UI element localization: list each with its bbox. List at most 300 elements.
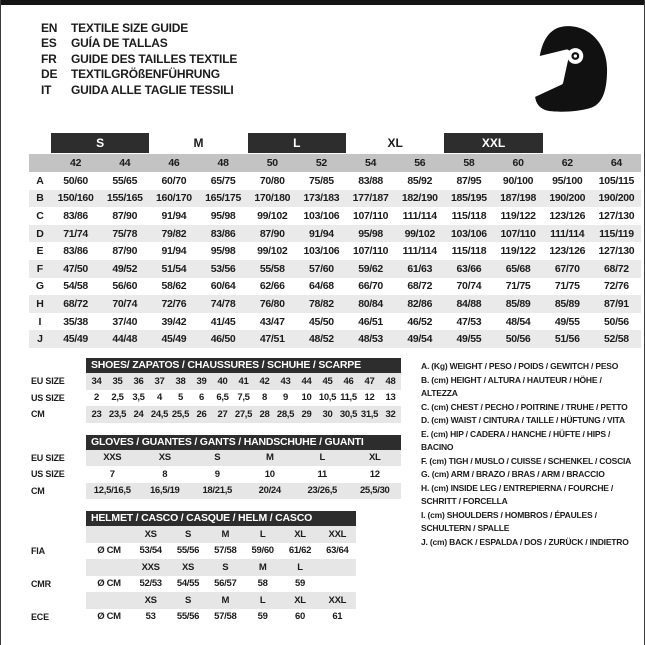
- measure-row-d: [29, 225, 641, 243]
- value-cell: 47: [364, 375, 375, 387]
- size-value-cell: 150/160: [57, 192, 94, 205]
- size-value-cell: 72/76: [604, 280, 629, 293]
- size-value-cell: 119/122: [500, 245, 536, 258]
- value-cell: L: [259, 594, 266, 606]
- size-column-header: 54: [365, 157, 377, 169]
- size-group-xxl: XXL: [444, 133, 542, 153]
- size-value-cell: 49/54: [407, 333, 433, 346]
- size-value-cell: 85/92: [407, 174, 433, 187]
- size-value-cell: 45/49: [63, 333, 88, 346]
- top-border-bar: [1, 0, 644, 5]
- value-cell: 37: [154, 375, 165, 387]
- value-cell: 10,5: [318, 392, 337, 404]
- value-cell: 44: [301, 375, 312, 387]
- size-value-cell: 71/75: [554, 280, 580, 293]
- size-value-cell: 67/70: [554, 262, 580, 275]
- value-cell: 52/53: [139, 578, 162, 590]
- language-code: ES: [41, 36, 57, 51]
- value-cell: S: [184, 528, 192, 540]
- size-value-cell: 155/165: [106, 192, 143, 205]
- row-values: [86, 609, 356, 626]
- size-value-cell: 103/106: [303, 209, 340, 222]
- size-value-cell: 187/198: [500, 192, 536, 205]
- value-cell: 25,5: [171, 408, 190, 420]
- value-cell: M: [265, 452, 274, 464]
- value-cell: 45: [322, 375, 333, 387]
- size-group-xl: XL: [387, 136, 403, 150]
- size-value-cell: 123/126: [549, 209, 586, 222]
- value-cell: 24,5: [150, 408, 169, 420]
- value-cell: XS: [144, 528, 157, 540]
- value-cell: 20/24: [258, 485, 281, 497]
- size-value-cell: 87/95: [456, 174, 482, 187]
- legend-item: A. (Kg) WEIGHT / PESO / POIDS / GEWITCH / PESO: [421, 361, 619, 371]
- size-value-cell: 37/40: [112, 315, 138, 328]
- value-cell: 23: [91, 408, 102, 420]
- size-group-l: L: [248, 133, 346, 153]
- value-cell: 13: [385, 392, 396, 404]
- size-value-cell: 107/110: [500, 227, 536, 240]
- value-cell: 30,5: [339, 408, 358, 420]
- value-cell: 7,5: [237, 392, 250, 404]
- value-cell: 28: [259, 408, 270, 420]
- row-values: [86, 450, 401, 467]
- size-number-header-row: [29, 154, 641, 172]
- standard-label: ECE: [31, 611, 49, 622]
- measure-row-c: [29, 207, 641, 225]
- value-cell: 54/55: [176, 578, 200, 590]
- measure-row-f: [29, 260, 641, 278]
- row-values: [86, 526, 356, 543]
- value-cell: 42: [259, 375, 270, 387]
- row-values: [86, 373, 401, 390]
- size-value-cell: 82/86: [407, 297, 433, 310]
- size-column-header: 60: [512, 157, 524, 169]
- value-cell: 53: [145, 611, 156, 623]
- shoes-title: SHOES/ ZAPATOS / CHAUSSURES / SCHUHE / SCARPE: [86, 358, 401, 373]
- value-cell: XXL: [328, 594, 347, 606]
- size-value-cell: 95/98: [358, 227, 383, 240]
- size-value-cell: 65/68: [505, 262, 531, 275]
- value-cell: XL: [294, 528, 306, 540]
- size-value-cell: 55/65: [112, 174, 138, 187]
- measure-row-label: D: [36, 227, 44, 240]
- value-cell: 57/58: [214, 611, 237, 623]
- size-table-body: [29, 172, 641, 348]
- size-value-cell: 99/102: [257, 209, 288, 222]
- size-value-cell: 72/76: [161, 297, 187, 310]
- size-value-cell: 83/86: [63, 209, 88, 222]
- unit-cell: Ø CM: [97, 545, 121, 557]
- value-cell: 55/56: [176, 545, 200, 557]
- value-cell: XXS: [103, 452, 122, 464]
- size-value-cell: 75/85: [309, 174, 334, 187]
- value-cell: 59: [257, 611, 268, 623]
- measure-row-label: H: [36, 297, 44, 310]
- measure-row-g: [29, 278, 641, 296]
- size-value-cell: 55/58: [259, 262, 285, 275]
- value-cell: 9: [283, 392, 288, 404]
- size-column-header: 50: [266, 157, 278, 169]
- language-row: [41, 36, 237, 52]
- size-value-cell: 107/110: [352, 245, 389, 258]
- size-value-cell: 51/54: [161, 262, 187, 275]
- value-cell: 12: [364, 392, 375, 404]
- size-value-cell: 83/88: [358, 174, 383, 187]
- value-cell: 48: [385, 375, 396, 387]
- value-cell: 4: [157, 392, 162, 404]
- value-cell: 5: [178, 392, 183, 404]
- value-cell: 38: [175, 375, 186, 387]
- size-value-cell: 182/190: [401, 192, 438, 205]
- size-value-cell: 107/110: [352, 209, 389, 222]
- size-value-cell: 68/72: [63, 297, 88, 310]
- language-title: GUIDA ALLE TAGLIE TESSILI: [71, 82, 234, 97]
- language-row: [41, 82, 237, 98]
- value-cell: L: [319, 452, 325, 464]
- measure-row-label: J: [37, 333, 43, 346]
- value-cell: 11: [317, 468, 327, 480]
- size-value-cell: 87/91: [604, 297, 629, 310]
- measure-row-label: I: [38, 315, 42, 328]
- value-cell: 18/21,5: [202, 485, 233, 497]
- size-value-cell: 60/70: [161, 174, 187, 187]
- size-value-cell: 71/75: [505, 280, 531, 293]
- size-value-cell: 46/51: [358, 315, 383, 328]
- size-value-cell: 111/114: [402, 209, 437, 222]
- value-cell: 53/54: [139, 545, 162, 557]
- size-value-cell: 56/60: [112, 280, 138, 293]
- size-value-cell: 65/75: [210, 174, 236, 187]
- size-value-cell: 105/115: [598, 174, 635, 187]
- value-cell: 61/62: [288, 545, 312, 557]
- row-values: [86, 466, 401, 483]
- unit-cell: Ø CM: [97, 611, 121, 623]
- value-cell: 10: [264, 468, 275, 480]
- textile-size-table: [29, 133, 641, 348]
- size-group-m: M: [193, 136, 204, 150]
- value-cell: 24: [133, 408, 144, 420]
- helmet-title: HELMET / CASCO / CASQUE / HELM / CASCO: [86, 511, 356, 526]
- legend-item: E. (cm) HIP / CADERA / HANCHE / HÜFTE / HIPS / BACINO: [421, 428, 611, 452]
- measure-row-label: C: [36, 209, 44, 222]
- value-cell: 26: [196, 408, 207, 420]
- row-values: [86, 576, 356, 593]
- value-cell: 10: [301, 392, 312, 404]
- size-value-cell: 91/94: [161, 245, 187, 258]
- size-value-cell: 119/122: [500, 209, 536, 222]
- language-title: TEXTILGRÖßENFÜHRUNG: [71, 67, 220, 82]
- value-cell: L: [297, 561, 303, 573]
- value-cell: 31,5: [360, 408, 379, 420]
- value-cell: 23/26,5: [307, 485, 338, 497]
- size-value-cell: 177/187: [352, 192, 389, 205]
- size-value-cell: 45/50: [309, 315, 334, 328]
- size-value-cell: 60/64: [210, 280, 236, 293]
- size-value-cell: 63/66: [456, 262, 482, 275]
- size-value-cell: 123/126: [549, 245, 586, 258]
- row-label: EU SIZE: [31, 376, 65, 387]
- value-cell: XL: [294, 594, 306, 606]
- value-cell: 27: [217, 408, 228, 420]
- row-values: [86, 543, 356, 560]
- value-cell: XXS: [141, 561, 160, 573]
- size-value-cell: 74/78: [210, 297, 236, 310]
- value-cell: 41: [238, 375, 249, 387]
- language-title: TEXTILE SIZE GUIDE: [71, 20, 189, 35]
- language-title: GUÍA DE TALLAS: [71, 36, 168, 51]
- language-code: IT: [41, 82, 52, 97]
- row-values: [86, 559, 356, 576]
- value-cell: 6: [199, 392, 204, 404]
- size-value-cell: 99/102: [404, 227, 435, 240]
- language-title: GUIDE DES TAILLES TEXTILE: [71, 51, 238, 66]
- standard-label: FIA: [31, 545, 45, 556]
- value-cell: 57/58: [214, 545, 237, 557]
- value-cell: XS: [144, 594, 157, 606]
- value-cell: 11,5: [340, 392, 357, 404]
- size-value-cell: 115/118: [451, 209, 487, 222]
- value-cell: M: [221, 528, 230, 540]
- language-code: EN: [41, 20, 58, 35]
- language-code: FR: [41, 51, 57, 66]
- value-cell: 2: [94, 392, 99, 404]
- size-value-cell: 50/56: [505, 333, 531, 346]
- size-value-cell: 170/180: [254, 192, 291, 205]
- value-cell: XXL: [328, 528, 347, 540]
- size-value-cell: 48/54: [505, 315, 531, 328]
- size-value-cell: 68/72: [407, 280, 433, 293]
- size-value-cell: 87/90: [259, 227, 285, 240]
- value-cell: 30: [322, 408, 333, 420]
- size-value-cell: 47/50: [63, 262, 88, 275]
- size-value-cell: 173/183: [303, 192, 340, 205]
- size-value-cell: 47/51: [259, 333, 285, 346]
- size-value-cell: 95/100: [552, 174, 583, 187]
- size-group-s: S: [51, 133, 149, 153]
- size-value-cell: 41/45: [210, 315, 236, 328]
- size-value-cell: 78/82: [309, 297, 334, 310]
- measure-row-label: F: [36, 262, 44, 275]
- size-group-empty: [543, 133, 592, 153]
- row-label: US SIZE: [31, 469, 65, 480]
- size-value-cell: 165/175: [205, 192, 241, 205]
- size-value-cell: 80/84: [358, 297, 383, 310]
- measure-row-b: [29, 190, 641, 208]
- helmet-row-cmr: [31, 576, 631, 593]
- measure-row-e: [29, 242, 641, 260]
- value-cell: 63/64: [326, 545, 349, 557]
- size-value-cell: 103/106: [303, 245, 340, 258]
- size-value-cell: 70/80: [259, 174, 285, 187]
- value-cell: 3,5: [132, 392, 145, 404]
- size-value-cell: 111/114: [550, 227, 585, 240]
- value-cell: 23,5: [108, 408, 127, 420]
- size-value-cell: 44/48: [112, 333, 138, 346]
- value-cell: 46: [343, 375, 354, 387]
- value-cell: 9: [214, 468, 220, 480]
- size-column-header: 52: [315, 157, 327, 169]
- size-value-cell: 190/200: [598, 192, 635, 205]
- size-value-cell: 47/53: [456, 315, 482, 328]
- language-title-list: [41, 20, 237, 98]
- measure-row-label: E: [36, 245, 44, 258]
- legend-item: D. (cm) WAIST / CINTURA / TAILLE / HÜFTUNG / VITA: [421, 415, 625, 425]
- size-column-header: 46: [168, 157, 180, 169]
- size-value-cell: 62/66: [259, 280, 285, 293]
- row-values: [86, 592, 356, 609]
- value-cell: M: [221, 594, 230, 606]
- language-code: DE: [41, 67, 58, 82]
- size-value-cell: 48/52: [309, 333, 334, 346]
- measure-row-j: [29, 330, 641, 348]
- value-cell: S: [214, 452, 221, 464]
- size-value-cell: 76/80: [259, 297, 285, 310]
- size-value-cell: 87/90: [112, 245, 138, 258]
- measure-row-label: B: [36, 192, 44, 205]
- language-row: [41, 20, 237, 36]
- value-cell: 55/56: [176, 611, 200, 623]
- size-value-cell: 53/56: [210, 262, 236, 275]
- measure-row-h: [29, 295, 641, 313]
- value-cell: 43: [280, 375, 291, 387]
- size-value-cell: 127/130: [598, 245, 635, 258]
- size-value-cell: 103/106: [450, 227, 487, 240]
- value-cell: XL: [368, 452, 381, 464]
- size-column-header: 64: [610, 157, 622, 169]
- helmet-row-sizes: [31, 592, 631, 609]
- legend-item: B. (cm) HEIGHT / ALTURA / HAUTEUR / HÖHE / ALTEZZA: [421, 374, 602, 398]
- gloves-title: GLOVES / GUANTES / GANTS / HANDSCHUHE / GUANTI: [86, 435, 401, 450]
- unit-cell: Ø CM: [97, 578, 121, 590]
- size-value-cell: 85/89: [505, 297, 531, 310]
- value-cell: S: [222, 561, 229, 573]
- size-value-cell: 35/38: [63, 315, 88, 328]
- size-value-cell: 66/70: [358, 280, 383, 293]
- row-values: [86, 390, 401, 407]
- value-cell: 2,5: [111, 392, 124, 404]
- row-values: [86, 483, 401, 500]
- size-value-cell: 115/118: [451, 245, 487, 258]
- measurement-legend: [421, 360, 639, 549]
- value-cell: 35: [112, 375, 123, 387]
- measure-row-a: [29, 172, 641, 190]
- value-cell: XS: [181, 561, 195, 573]
- value-cell: 8: [162, 468, 168, 480]
- size-column-header: 48: [217, 157, 229, 169]
- size-value-cell: 46/52: [407, 315, 433, 328]
- value-cell: 34: [91, 375, 102, 387]
- row-label: CM: [31, 485, 45, 496]
- value-cell: L: [259, 528, 266, 540]
- value-cell: 59: [295, 578, 305, 590]
- size-value-cell: 95/98: [210, 209, 236, 222]
- size-value-cell: 52/58: [604, 333, 629, 346]
- helmet-row-ece: [31, 609, 631, 626]
- size-column-header: 42: [70, 157, 82, 169]
- size-value-cell: 45/49: [161, 333, 187, 346]
- value-cell: S: [184, 594, 192, 606]
- row-label: CM: [31, 409, 45, 420]
- value-cell: 60: [295, 611, 305, 623]
- size-value-cell: 48/53: [358, 333, 383, 346]
- size-value-cell: 91/94: [161, 209, 187, 222]
- row-label: EU SIZE: [31, 452, 65, 463]
- value-cell: 39: [196, 375, 207, 387]
- value-cell: 7: [109, 468, 115, 480]
- size-value-cell: 83/86: [63, 245, 88, 258]
- size-value-cell: 49/52: [112, 262, 138, 275]
- value-cell: 61: [332, 611, 343, 623]
- size-value-cell: 190/200: [549, 192, 586, 205]
- size-value-cell: 61/63: [407, 262, 433, 275]
- size-value-cell: 57/60: [309, 262, 334, 275]
- size-value-cell: 95/98: [210, 245, 236, 258]
- legend-item: G. (cm) ARM / BRAZO / BRAS / ARM / BRACCIO: [421, 469, 605, 479]
- legend-item: C. (cm) CHEST / PECHO / POITRINE / TRUHE / PETTO: [421, 401, 628, 412]
- row-label: US SIZE: [31, 392, 65, 403]
- size-value-cell: 50/56: [604, 315, 629, 328]
- size-value-cell: 49/55: [554, 315, 580, 328]
- size-value-cell: 51/56: [554, 333, 580, 346]
- racing-helmet-icon: [510, 14, 622, 126]
- value-cell: 16,5/19: [149, 485, 180, 497]
- value-cell: 27,5: [234, 408, 253, 420]
- legend-item: J. (cm) BACK / ESPALDA / DOS / ZURÜCK / INDIETRO: [421, 536, 629, 547]
- legend-item: I. (cm) SHOULDERS / HOMBROS / ÉPAULES / SCHULTERN / SPALLE: [421, 509, 597, 533]
- value-cell: 40: [217, 375, 228, 387]
- standard-label: CMR: [31, 578, 51, 589]
- size-value-cell: 59/62: [358, 262, 383, 275]
- size-value-cell: 71/74: [63, 227, 88, 240]
- value-cell: 12,5/16,5: [93, 485, 131, 497]
- value-cell: 8: [262, 392, 267, 404]
- size-value-cell: 84/88: [456, 297, 482, 310]
- value-cell: M: [258, 561, 267, 573]
- value-cell: 29: [301, 408, 312, 420]
- helmet-row-sizes: [31, 559, 631, 576]
- value-cell: 12: [369, 468, 380, 480]
- value-cell: 32: [385, 408, 396, 420]
- value-cell: 6,5: [216, 392, 229, 404]
- size-group-row: [29, 133, 641, 153]
- row-values: [86, 406, 401, 423]
- size-value-cell: 79/82: [161, 227, 187, 240]
- measure-row-label: G: [35, 280, 45, 293]
- size-value-cell: 54/58: [63, 280, 88, 293]
- size-value-cell: 68/72: [604, 262, 629, 275]
- size-column-header: 62: [561, 157, 573, 169]
- size-value-cell: 64/68: [309, 280, 334, 293]
- legend-item: H. (cm) INSIDE LEG / ENTREPIERNA / FOURCHE / SCHRITT / FORCELLA: [421, 482, 614, 506]
- value-cell: 36: [133, 375, 144, 387]
- size-value-cell: 160/170: [155, 192, 192, 205]
- value-cell: 25,5/30: [359, 485, 390, 497]
- size-value-cell: 75/78: [112, 227, 138, 240]
- measure-row-i: [29, 313, 641, 331]
- size-value-cell: 39/42: [161, 315, 187, 328]
- size-value-cell: 46/50: [210, 333, 236, 346]
- value-cell: 28,5: [276, 408, 295, 420]
- size-value-cell: 70/74: [456, 280, 482, 293]
- size-value-cell: 127/130: [598, 209, 635, 222]
- size-column-header: 44: [119, 157, 131, 169]
- legend-item: F. (cm) TIGH / MUSLO / CUISSE / SCHENKEL / COSCIA: [421, 455, 632, 466]
- size-column-header: 56: [414, 157, 426, 169]
- value-cell: XS: [158, 452, 171, 464]
- size-value-cell: 83/86: [210, 227, 236, 240]
- measure-row-label: A: [36, 174, 44, 187]
